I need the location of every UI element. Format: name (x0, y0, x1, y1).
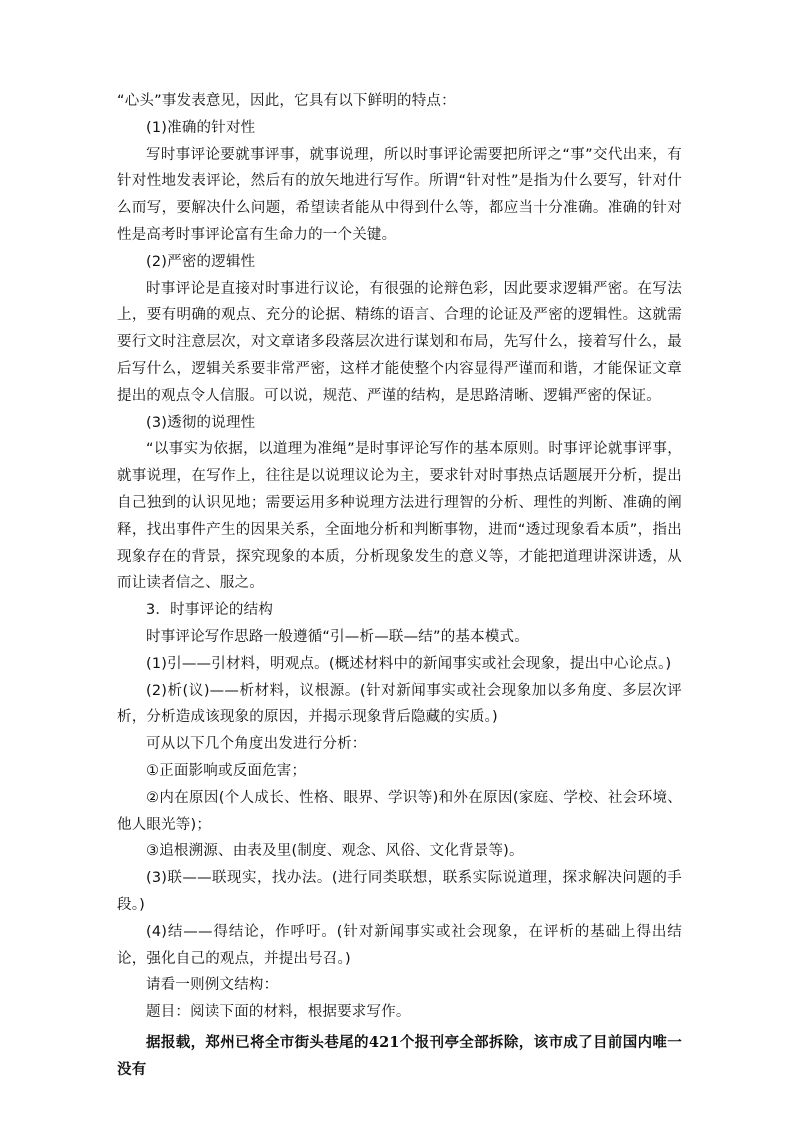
paragraph-intro-continuation: “心头”事发表意见，因此，它具有以下鲜明的特点： (117, 93, 456, 109)
list-item-connect: (3)联——联现实，找办法。(进行同类联想，联系实际说道理，探求解决问题的手段。) (117, 870, 682, 913)
paragraph-targeting: 写时事评论要就事评事，就事说理，所以时事评论需要把所评之“事”交代出来，有针对性地发表评论，然后有的放矢地进行写作。所谓“针对性”是指为什么要写，针对什么而写，要解决什么问题，希望读者能从中得到什么等，都应当十分准确。准确的针对性是高考时事评论富有生命力的一个关键。 (117, 146, 682, 243)
list-item-introduce: (1)引——引材料，明观点。(概述材料中的新闻事实或社会现象，提出中心论点。) (146, 655, 672, 672)
heading-thorough-reasoning: (3)透彻的说理性 (146, 414, 256, 431)
list-item-angle-2: ②内在原因(个人成长、性格、眼界、学识等)和外在原因(家庭、学校、社会环境、他人眼光等)； (117, 789, 682, 833)
paragraph-material-excerpt: 据报载，郑州已将全市街头巷尾的421个报刊亭全部拆除，该市成了目前国内唯一没有 (117, 1033, 682, 1078)
paragraph-reasoning: “以事实为依据，以道理为准绳”是时事评论写作的基本原则。时事评论就事评事，就事说理，在写作上，往往是以说理议论为主，要求针对时事热点话题展开分析，提出自己独到的认识见地；需要运用多种说理方法进行理智的分析、理性的判断、准确的阐释，找出事件产生的因果关系，全面地分析和判断事物，进而“透过现象看本质”，指出现象存在的背景，探究现象的本质，分析现象发生的意义等，才能把道理讲深讲透，从而让读者信之、服之。 (117, 441, 682, 592)
paragraph-task-prompt: 题目：阅读下面的材料，根据要求写作。 (146, 1004, 411, 1021)
paragraph-structure-intro: 时事评论写作思路一般遵循“引—析—联—结”的基本模式。 (146, 628, 529, 645)
paragraph-logic: 时事评论是直接对时事进行议论，有很强的论辩色彩，因此要求逻辑严密。在写法上，要有明确的观点、充分的论据、精练的语言、合理的论证及严密的逻辑性。这就需要行文时注意层次，对文章诸多段落层次进行谋划和布局，先写什么，接着写什么，最后写什么，逻辑关系要非常严密，这样才能使整个内容显得严谨而和谐，才能保证文章提出的观点令人信服。可以说，规范、严谨的结构，是思路清晰、逻辑严密的保证。 (117, 280, 682, 404)
list-item-analyze: (2)析(议)——析材料，议根源。(针对新闻事实或社会现象加以多角度、多层次评析，分析造成该现象的原因，并揭示现象背后隐藏的实质。) (117, 682, 682, 726)
heading-accurate-targeting: (1)准确的针对性 (146, 119, 256, 136)
document-page (117, 88, 682, 1083)
section-heading-structure: 3．时事评论的结构 (146, 602, 274, 619)
list-item-angle-1: ①正面影响或反面危害； (146, 762, 307, 779)
heading-rigorous-logic: (2)严密的逻辑性 (146, 253, 256, 270)
paragraph-example-intro: 请看一则例文结构： (146, 977, 279, 994)
list-item-conclude: (4)结——得结论，作呼吁。(针对新闻事实或社会现象，在评析的基础上得出结论，强化自己的观点，并提出号召。) (117, 923, 682, 967)
list-item-angle-3: ③追根溯源、由表及里(制度、观念、风俗、文化背景等)。 (146, 843, 524, 860)
paragraph-analysis-angles: 可从以下几个角度出发进行分析： (146, 736, 367, 753)
